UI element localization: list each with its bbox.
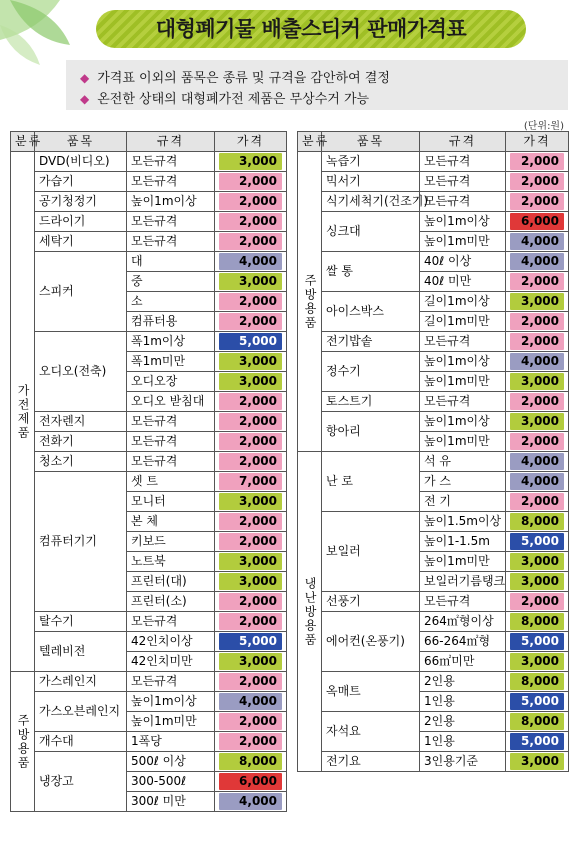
table-row (11, 212, 287, 232)
price-value: 2,000 (219, 593, 282, 610)
spec-cell: 컴퓨터용 (127, 312, 215, 332)
price-cell (506, 332, 569, 352)
table-row (298, 152, 569, 172)
category-cell: 냉난방용품 (298, 452, 322, 772)
spec-cell: 프린터(소) (127, 592, 215, 612)
price-value: 8,000 (510, 513, 564, 530)
price-value: 4,000 (510, 233, 564, 250)
spec-cell: 길이1m미만 (420, 312, 506, 332)
spec-cell: 모든규격 (127, 672, 215, 692)
spec-cell: 모든규격 (420, 192, 506, 212)
item-name-cell: 드라이기 (35, 212, 127, 232)
spec-cell: 모든규격 (420, 392, 506, 412)
price-cell (506, 512, 569, 532)
price-cell (215, 652, 287, 672)
item-name-cell: 세탁기 (35, 232, 127, 252)
price-cell (215, 552, 287, 572)
table-row (298, 512, 569, 532)
price-cell (215, 172, 287, 192)
item-name-cell: 정수기 (322, 352, 420, 392)
item-name-cell: 난 로 (322, 452, 420, 512)
spec-cell: 40ℓ 이상 (420, 252, 506, 272)
price-cell (215, 312, 287, 332)
header-spec: 규격 (420, 132, 506, 152)
price-value: 2,000 (510, 333, 564, 350)
category-cell: 주방용품 (298, 152, 322, 452)
price-value: 5,000 (510, 633, 564, 650)
price-value: 5,000 (510, 533, 564, 550)
table-row (11, 412, 287, 432)
note-1 (80, 67, 390, 86)
spec-cell: 대 (127, 252, 215, 272)
table-row (298, 612, 569, 632)
price-value: 3,000 (219, 553, 282, 570)
price-value: 2,000 (219, 233, 282, 250)
table-row (298, 252, 569, 272)
item-name-cell: 탈수기 (35, 612, 127, 632)
item-name-cell: 오디오(전축) (35, 332, 127, 412)
spec-cell: 높이1-1.5m (420, 532, 506, 552)
price-value: 8,000 (510, 613, 564, 630)
table-row (11, 152, 287, 172)
spec-cell: 3인용기준 (420, 752, 506, 772)
price-cell (215, 692, 287, 712)
spec-cell: 모든규격 (420, 172, 506, 192)
item-name-cell: 가스오븐레인지 (35, 692, 127, 732)
price-cell (215, 332, 287, 352)
item-name-cell: 컴퓨터기기 (35, 472, 127, 612)
table-row (11, 632, 287, 652)
price-cell (506, 312, 569, 332)
price-value: 2,000 (510, 173, 564, 190)
price-value: 5,000 (510, 693, 564, 710)
price-value: 3,000 (219, 573, 282, 590)
item-name-cell: 토스트기 (322, 392, 420, 412)
price-cell (215, 732, 287, 752)
price-value: 3,000 (510, 373, 564, 390)
header-item: 품목 (35, 132, 127, 152)
price-cell (215, 792, 287, 812)
price-value: 2,000 (219, 673, 282, 690)
item-name-cell: 항아리 (322, 412, 420, 452)
price-value: 2,000 (510, 493, 564, 510)
table-row (11, 172, 287, 192)
table-row (298, 192, 569, 212)
price-value: 5,000 (219, 333, 282, 350)
price-cell (506, 192, 569, 212)
spec-cell: 40ℓ 미만 (420, 272, 506, 292)
spec-cell: 본 체 (127, 512, 215, 532)
price-value: 3,000 (219, 653, 282, 670)
price-cell (506, 172, 569, 192)
table-row (298, 172, 569, 192)
price-value: 2,000 (219, 393, 282, 410)
price-value: 2,000 (219, 413, 282, 430)
price-cell (506, 672, 569, 692)
item-name-cell: 선풍기 (322, 592, 420, 612)
item-name-cell: 옥매트 (322, 672, 420, 712)
price-cell (215, 752, 287, 772)
page-title: 대형폐기물 배출스티커 판매가격표 (155, 17, 467, 41)
price-value: 2,000 (219, 613, 282, 630)
item-name-cell: 믹서기 (322, 172, 420, 192)
item-name-cell: 식기세척기(건조기) (322, 192, 420, 212)
spec-cell: 높이1m미만 (420, 232, 506, 252)
spec-cell: 모든규격 (127, 232, 215, 252)
table-row (298, 332, 569, 352)
price-cell (506, 592, 569, 612)
price-value: 3,000 (510, 553, 564, 570)
unit-label: (단위:원) (523, 121, 564, 132)
price-value: 5,000 (219, 633, 282, 650)
spec-cell: 높이1m미만 (420, 432, 506, 452)
item-name-cell: DVD(비디오) (35, 152, 127, 172)
price-cell (215, 272, 287, 292)
price-cell (506, 432, 569, 452)
spec-cell: 보일러기름탱크 (420, 572, 506, 592)
spec-cell: 전 기 (420, 492, 506, 512)
price-value: 2,000 (219, 293, 282, 310)
price-cell (215, 672, 287, 692)
category-cell: 가전제품 (11, 152, 35, 672)
spec-cell: 264㎡형이상 (420, 612, 506, 632)
price-cell (215, 772, 287, 792)
item-name-cell: 전화기 (35, 432, 127, 452)
item-name-cell: 자석요 (322, 712, 420, 752)
spec-cell: 모든규격 (127, 212, 215, 232)
price-value: 6,000 (219, 773, 282, 790)
item-name-cell: 개수대 (35, 732, 127, 752)
spec-cell: 프린터(대) (127, 572, 215, 592)
spec-cell: 1인용 (420, 732, 506, 752)
item-name-cell: 녹즙기 (322, 152, 420, 172)
price-cell (215, 252, 287, 272)
price-value: 2,000 (510, 273, 564, 290)
spec-cell: 높이1m이상 (420, 412, 506, 432)
spec-cell: 모든규격 (127, 612, 215, 632)
price-value: 2,000 (219, 313, 282, 330)
table-row (11, 452, 287, 472)
price-value: 4,000 (510, 353, 564, 370)
spec-cell: 폭1m이상 (127, 332, 215, 352)
price-cell (506, 392, 569, 412)
price-cell (506, 492, 569, 512)
spec-cell: 높이1m이상 (127, 192, 215, 212)
price-cell (215, 452, 287, 472)
note-text: 가격표 이외의 품목은 종류 및 규격을 감안하여 결정 (97, 71, 390, 86)
spec-cell: 석 유 (420, 452, 506, 472)
table-row (11, 472, 287, 492)
diamond-bullet-icon: ◆ (80, 92, 90, 106)
price-value: 4,000 (219, 693, 282, 710)
item-name-cell: 냉장고 (35, 752, 127, 812)
price-value: 4,000 (219, 793, 282, 810)
price-value: 2,000 (510, 153, 564, 170)
price-value: 2,000 (510, 593, 564, 610)
price-value: 3,000 (510, 653, 564, 670)
price-cell (506, 412, 569, 432)
table-row (298, 412, 569, 432)
spec-cell: 높이1m이상 (420, 212, 506, 232)
price-table-left (10, 131, 287, 812)
table-row (11, 732, 287, 752)
table-row (11, 752, 287, 772)
price-cell (215, 472, 287, 492)
price-cell (506, 552, 569, 572)
spec-cell: 셋 트 (127, 472, 215, 492)
table-row (298, 452, 569, 472)
spec-cell: 중 (127, 272, 215, 292)
price-cell (215, 292, 287, 312)
price-value: 2,000 (219, 713, 282, 730)
notes-box (66, 60, 568, 110)
item-name-cell: 가습기 (35, 172, 127, 192)
item-name-cell: 쌀 통 (322, 252, 420, 292)
table-row (11, 432, 287, 452)
item-name-cell: 스피커 (35, 252, 127, 332)
spec-cell: 소 (127, 292, 215, 312)
spec-cell: 모니터 (127, 492, 215, 512)
table-row (11, 232, 287, 252)
price-cell (215, 632, 287, 652)
header-item: 품목 (322, 132, 420, 152)
price-value: 3,000 (510, 573, 564, 590)
spec-cell: 500ℓ 이상 (127, 752, 215, 772)
price-cell (506, 272, 569, 292)
item-name-cell: 싱크대 (322, 212, 420, 252)
price-cell (506, 752, 569, 772)
price-value: 6,000 (510, 213, 564, 230)
spec-cell: 길이1m이상 (420, 292, 506, 312)
header-category: 분류 (11, 132, 35, 152)
price-cell (506, 352, 569, 372)
price-value: 2,000 (219, 173, 282, 190)
price-cell (506, 252, 569, 272)
spec-cell: 모든규격 (127, 152, 215, 172)
item-name-cell: 에어컨(온풍기) (322, 612, 420, 672)
spec-cell: 높이1m미만 (420, 552, 506, 572)
spec-cell: 42인치이상 (127, 632, 215, 652)
price-value: 2,000 (219, 733, 282, 750)
price-cell (215, 512, 287, 532)
price-cell (215, 372, 287, 392)
table-row (298, 292, 569, 312)
diamond-bullet-icon: ◆ (80, 71, 90, 85)
price-table-right (297, 131, 569, 772)
price-cell (506, 732, 569, 752)
price-cell (215, 152, 287, 172)
spec-cell: 노트북 (127, 552, 215, 572)
price-cell (506, 572, 569, 592)
note-text: 온전한 상태의 대형폐가전 제품은 무상수거 가능 (97, 92, 370, 107)
price-value: 3,000 (510, 753, 564, 770)
price-value: 2,000 (510, 393, 564, 410)
price-value: 3,000 (219, 153, 282, 170)
table-row (298, 672, 569, 692)
spec-cell: 폭1m미만 (127, 352, 215, 372)
item-name-cell: 아이스박스 (322, 292, 420, 332)
price-cell (506, 372, 569, 392)
price-value: 2,000 (510, 433, 564, 450)
price-value: 2,000 (219, 453, 282, 470)
price-cell (506, 692, 569, 712)
spec-cell: 300ℓ 미만 (127, 792, 215, 812)
price-value: 8,000 (219, 753, 282, 770)
spec-cell: 1인용 (420, 692, 506, 712)
table-row (11, 672, 287, 692)
price-cell (215, 492, 287, 512)
table-row (298, 752, 569, 772)
spec-cell: 2인용 (420, 672, 506, 692)
spec-cell: 높이1m이상 (420, 352, 506, 372)
price-cell (215, 712, 287, 732)
price-cell (506, 212, 569, 232)
category-cell: 주방용품 (11, 672, 35, 812)
item-name-cell: 텔레비전 (35, 632, 127, 672)
spec-cell: 모든규격 (420, 152, 506, 172)
spec-cell: 키보드 (127, 532, 215, 552)
price-value: 4,000 (510, 473, 564, 490)
spec-cell: 높이1.5m이상 (420, 512, 506, 532)
price-cell (215, 532, 287, 552)
price-value: 3,000 (219, 373, 282, 390)
price-cell (215, 352, 287, 372)
price-value: 2,000 (510, 193, 564, 210)
item-name-cell: 전자렌지 (35, 412, 127, 432)
spec-cell: 1폭당 (127, 732, 215, 752)
spec-cell: 모든규격 (127, 432, 215, 452)
price-cell (215, 572, 287, 592)
price-value: 2,000 (219, 193, 282, 210)
price-cell (215, 392, 287, 412)
price-value: 3,000 (219, 353, 282, 370)
table-row (11, 252, 287, 272)
price-cell (215, 192, 287, 212)
price-cell (506, 292, 569, 312)
price-value: 7,000 (219, 473, 282, 490)
spec-cell: 300-500ℓ (127, 772, 215, 792)
spec-cell: 모든규격 (127, 172, 215, 192)
header-price: 가격 (215, 132, 287, 152)
price-value: 4,000 (510, 253, 564, 270)
price-cell (215, 612, 287, 632)
spec-cell: 높이1m미만 (420, 372, 506, 392)
item-name-cell: 청소기 (35, 452, 127, 472)
header-price: 가격 (506, 132, 569, 152)
price-cell (506, 632, 569, 652)
spec-cell: 모든규격 (127, 412, 215, 432)
table-row (298, 352, 569, 372)
header-spec: 규격 (127, 132, 215, 152)
spec-cell: 가 스 (420, 472, 506, 492)
item-name-cell: 공기청정기 (35, 192, 127, 212)
spec-cell: 오디오 받침대 (127, 392, 215, 412)
price-cell (506, 472, 569, 492)
price-cell (506, 452, 569, 472)
item-name-cell: 가스레인지 (35, 672, 127, 692)
price-value: 4,000 (219, 253, 282, 270)
spec-cell: 66㎡미만 (420, 652, 506, 672)
price-cell (506, 612, 569, 632)
spec-cell: 42인치미만 (127, 652, 215, 672)
spec-cell: 모든규격 (420, 592, 506, 612)
spec-cell: 모든규격 (420, 332, 506, 352)
spec-cell: 높이1m미만 (127, 712, 215, 732)
table-row (11, 332, 287, 352)
table-row (298, 592, 569, 612)
table-row (11, 692, 287, 712)
price-cell (215, 212, 287, 232)
price-cell (506, 152, 569, 172)
price-value: 3,000 (510, 293, 564, 310)
price-cell (215, 232, 287, 252)
price-cell (506, 652, 569, 672)
price-value: 2,000 (510, 313, 564, 330)
price-value: 3,000 (510, 413, 564, 430)
table-row (298, 712, 569, 732)
item-name-cell: 전기요 (322, 752, 420, 772)
price-value: 2,000 (219, 533, 282, 550)
item-name-cell: 전기밥솥 (322, 332, 420, 352)
price-cell (215, 592, 287, 612)
table-row (11, 612, 287, 632)
price-cell (506, 532, 569, 552)
header-category: 분류 (298, 132, 322, 152)
price-value: 2,000 (219, 213, 282, 230)
table-row (298, 212, 569, 232)
spec-cell: 높이1m이상 (127, 692, 215, 712)
price-value: 8,000 (510, 713, 564, 730)
table-row (298, 392, 569, 412)
item-name-cell: 보일러 (322, 512, 420, 592)
price-value: 3,000 (219, 493, 282, 510)
spec-cell: 모든규격 (127, 452, 215, 472)
table-row (11, 192, 287, 212)
spec-cell: 오디오장 (127, 372, 215, 392)
price-cell (215, 432, 287, 452)
price-value: 4,000 (510, 453, 564, 470)
spec-cell: 2인용 (420, 712, 506, 732)
price-cell (215, 412, 287, 432)
note-2 (80, 88, 369, 107)
price-cell (506, 712, 569, 732)
price-value: 3,000 (219, 273, 282, 290)
price-value: 5,000 (510, 733, 564, 750)
price-cell (506, 232, 569, 252)
price-value: 8,000 (510, 673, 564, 690)
spec-cell: 66-264㎡형 (420, 632, 506, 652)
price-value: 2,000 (219, 513, 282, 530)
price-value: 2,000 (219, 433, 282, 450)
